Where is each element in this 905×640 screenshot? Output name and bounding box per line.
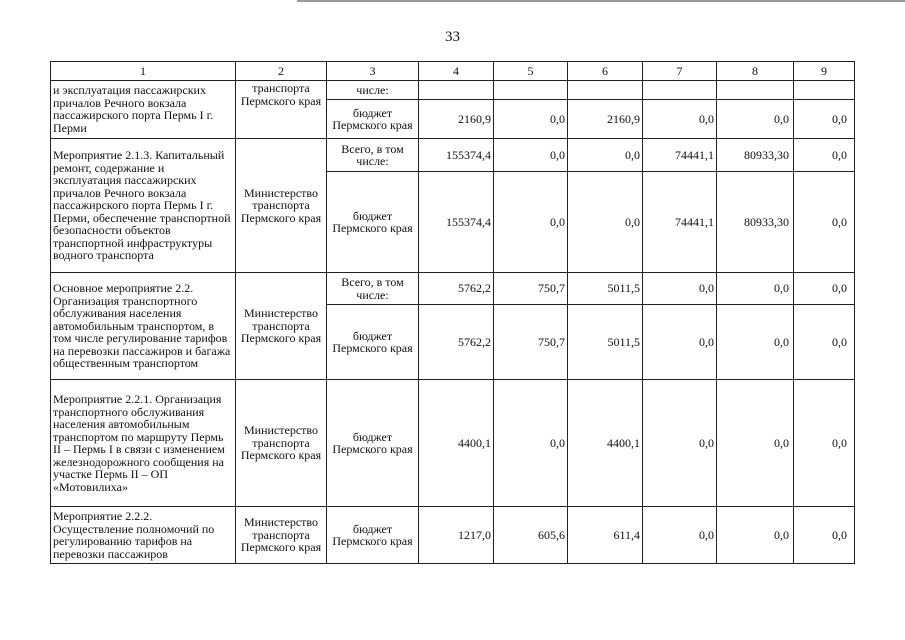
- value-cell: 4400,1: [568, 380, 643, 507]
- funding-source: бюджет Пермского края: [327, 507, 419, 564]
- value-cell: [794, 81, 855, 100]
- executor: транспорта Пермского края: [236, 81, 327, 139]
- value-cell: 80933,30: [717, 139, 794, 172]
- value-cell: 0,0: [794, 507, 855, 564]
- column-header: 5: [494, 62, 568, 81]
- value-cell: 611,4: [568, 507, 643, 564]
- activity-name: Мероприятие 2.2.2. Осуществление полномочий по регулированию тарифов на перевозки пассажиров: [51, 507, 236, 564]
- value-cell: 0,0: [717, 273, 794, 305]
- value-cell: 0,0: [794, 100, 855, 139]
- value-cell: 0,0: [794, 139, 855, 172]
- value-cell: 74441,1: [643, 172, 717, 273]
- value-cell: [419, 81, 494, 100]
- value-cell: 0,0: [643, 305, 717, 380]
- value-cell: 0,0: [494, 380, 568, 507]
- value-cell: 750,7: [494, 305, 568, 380]
- value-cell: 155374,4: [419, 139, 494, 172]
- column-header: 8: [717, 62, 794, 81]
- value-cell: 80933,30: [717, 172, 794, 273]
- value-cell: 5011,5: [568, 273, 643, 305]
- value-cell: 2160,9: [419, 100, 494, 139]
- page-number: 33: [445, 29, 460, 45]
- value-cell: 0,0: [717, 507, 794, 564]
- value-cell: 0,0: [717, 100, 794, 139]
- table-row: [51, 380, 855, 507]
- funding-source: Всего, в том числе:: [327, 273, 419, 305]
- value-cell: 0,0: [494, 172, 568, 273]
- value-cell: 0,0: [643, 507, 717, 564]
- activity-name: Мероприятие 2.1.3. Капитальный ремонт, содержание и эксплуатация пассажирских причалов Речного вокзала пассажирского порта Пермь I г. Перми, обеспечение транспортной безопасности объектов транспортной инфраструктуры водного транспорта: [51, 139, 236, 273]
- activity-name: Основное мероприятие 2.2. Организация транспортного обслуживания населения автомобильным транспортом, в том числе регулирование тарифов на перевозки пассажиров и багажа общественным транспортом: [51, 273, 236, 380]
- funding-source: бюджет Пермского края: [327, 172, 419, 273]
- column-header: 9: [794, 62, 855, 81]
- executor: Министерство транспорта Пермского края: [236, 139, 327, 273]
- value-cell: 0,0: [568, 172, 643, 273]
- value-cell: 0,0: [643, 380, 717, 507]
- header-row: [51, 62, 855, 81]
- table-row: [51, 81, 855, 100]
- column-header: 6: [568, 62, 643, 81]
- budget-table: [50, 61, 855, 564]
- value-cell: 5762,2: [419, 305, 494, 380]
- funding-source: бюджет Пермского края: [327, 100, 419, 139]
- value-cell: 0,0: [494, 139, 568, 172]
- value-cell: 0,0: [794, 305, 855, 380]
- activity-name: Мероприятие 2.2.1. Организация транспортного обслуживания населения автомобильным транспортом по маршруту Пермь II – Пермь I в связи с изменением железнодорожного сообщения на участке Пермь II – ОП «Мотовилиха»: [51, 380, 236, 507]
- table-row: [51, 139, 855, 172]
- value-cell: 605,6: [494, 507, 568, 564]
- value-cell: 1217,0: [419, 507, 494, 564]
- value-cell: [494, 81, 568, 100]
- column-header: 1: [51, 62, 236, 81]
- value-cell: [568, 81, 643, 100]
- column-header: 3: [327, 62, 419, 81]
- executor: Министерство транспорта Пермского края: [236, 507, 327, 564]
- table-row: [51, 273, 855, 305]
- funding-source: бюджет Пермского края: [327, 305, 419, 380]
- table-row: [51, 507, 855, 564]
- value-cell: 0,0: [717, 380, 794, 507]
- column-header: 4: [419, 62, 494, 81]
- value-cell: [643, 81, 717, 100]
- value-cell: 0,0: [568, 139, 643, 172]
- value-cell: 4400,1: [419, 380, 494, 507]
- value-cell: 0,0: [643, 273, 717, 305]
- value-cell: 5011,5: [568, 305, 643, 380]
- executor: Министерство транспорта Пермского края: [236, 380, 327, 507]
- value-cell: 155374,4: [419, 172, 494, 273]
- value-cell: 0,0: [643, 100, 717, 139]
- value-cell: 2160,9: [568, 100, 643, 139]
- activity-name: и эксплуатация пассажирских причалов Речного вокзала пассажирского порта Пермь I г. Перми: [51, 81, 236, 139]
- top-rule: [297, 0, 905, 2]
- value-cell: 0,0: [794, 172, 855, 273]
- column-header: 2: [236, 62, 327, 81]
- value-cell: 5762,2: [419, 273, 494, 305]
- funding-source: Всего, в том числе:: [327, 139, 419, 172]
- column-header: 7: [643, 62, 717, 81]
- funding-source: числе:: [327, 81, 419, 100]
- value-cell: 74441,1: [643, 139, 717, 172]
- value-cell: 0,0: [494, 100, 568, 139]
- value-cell: 750,7: [494, 273, 568, 305]
- funding-source: бюджет Пермского края: [327, 380, 419, 507]
- value-cell: 0,0: [717, 305, 794, 380]
- value-cell: [717, 81, 794, 100]
- value-cell: 0,0: [794, 380, 855, 507]
- value-cell: 0,0: [794, 273, 855, 305]
- executor: Министерство транспорта Пермского края: [236, 273, 327, 380]
